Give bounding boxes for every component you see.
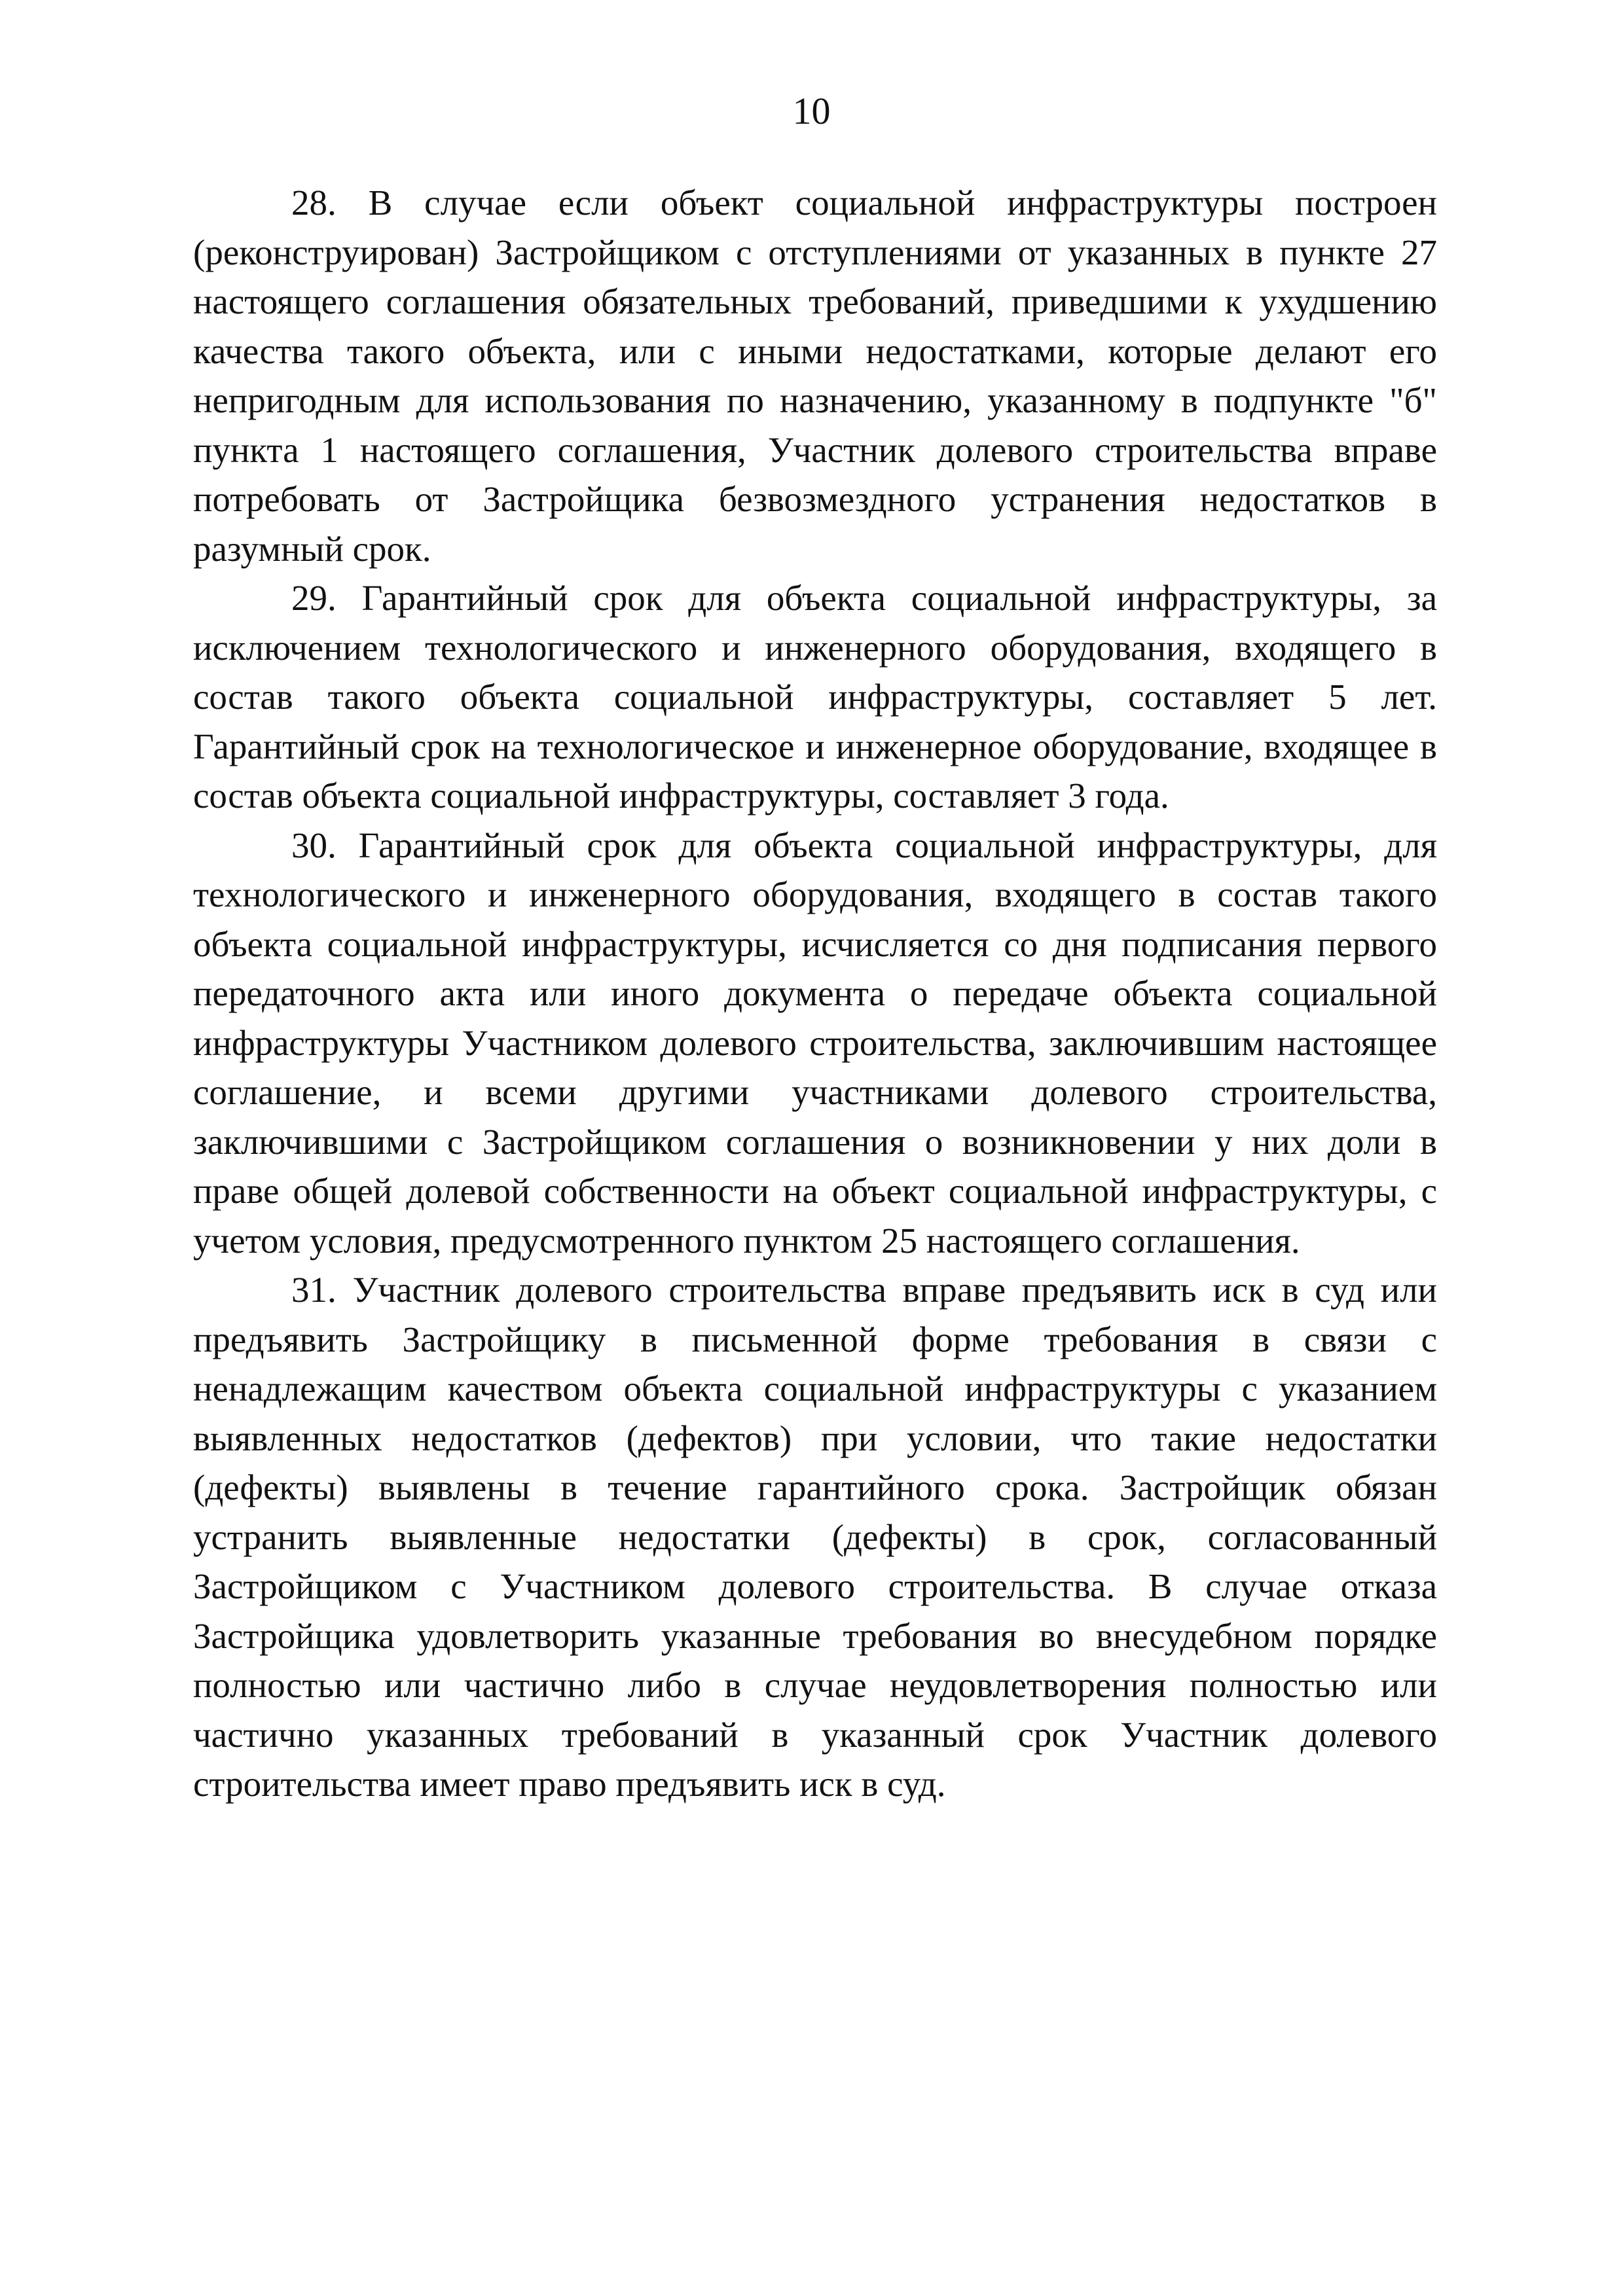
page-number: 10: [792, 90, 831, 132]
paragraph-31: 31. Участник долевого строительства вправе предъявить иск в суд или предъявить Застройщику в письменной форме требования в связи с ненадлежащим качеством объекта социальной инфраструктуры с указанием выявленных недостатков (дефектов) при условии, что такие недостатки (дефекты) выявлены в течение гарантийного срока. Застройщик обязан устранить выявленные недостатки (дефекты) в срок, согласованный Застройщиком с Участником долевого строительства. В случае отказа Застройщика удовлетворить указанные требования во внесудебном порядке полностью или частично либо в случае неудовлетворения полностью или частично указанных требований в указанный срок Участник долевого строительства имеет право предъявить иск в суд.: [193, 1270, 1437, 1804]
document-body: [193, 178, 1437, 1809]
paragraph-29: 29. Гарантийный срок для объекта социальной инфраструктуры, за исключением технологического и инженерного оборудования, входящего в состав такого объекта социальной инфраструктуры, составляет 5 лет. Гарантийный срок на технологическое и инженерное оборудование, входящее в состав объекта социальной инфраструктуры, составляет 3 года.: [193, 578, 1437, 816]
paragraph-28: 28. В случае если объект социальной инфраструктуры построен (реконструирован) Застройщиком с отступлениями от указанных в пункте 27 настоящего соглашения обязательных требований, приведшими к ухудшению качества такого объекта, или с иными недостатками, которые делают его непригодным для использования по назначению, указанному в подпункте "б" пункта 1 настоящего соглашения, Участник долевого строительства вправе потребовать от Застройщика безвозмездного устранения недостатков в разумный срок.: [193, 183, 1437, 569]
paragraph-30: 30. Гарантийный срок для объекта социальной инфраструктуры, для технологического и инженерного оборудования, входящего в состав такого объекта социальной инфраструктуры, исчисляется со дня подписания первого передаточного акта или иного документа о передаче объекта социальной инфраструктуры Участником долевого строительства, заключившим настоящее соглашение, и всеми другими участниками долевого строительства, заключившими с Застройщиком соглашения о возникновении у них доли в праве общей долевой собственности на объект социальной инфраструктуры, с учетом условия, предусмотренного пунктом 25 настоящего соглашения.: [193, 825, 1437, 1261]
